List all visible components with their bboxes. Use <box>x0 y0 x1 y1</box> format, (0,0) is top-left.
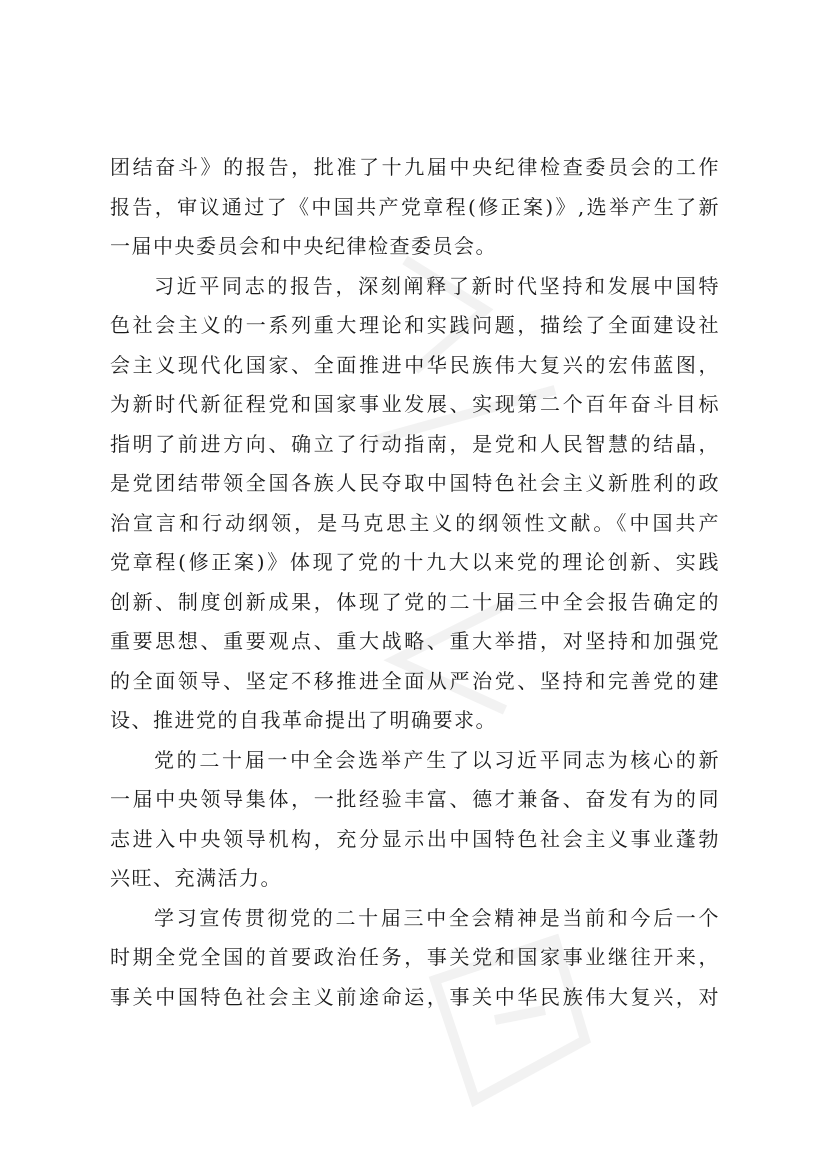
text-line: 一届中央委员会和中央纪律检查委员会。 <box>110 234 497 258</box>
text-line: 志进入中央领导机构，充分显示出中国特色社会主义事业蓬勃 <box>110 826 720 851</box>
text-line: 色社会主义的一系列重大理论和实践问题，描绘了全面建设社 <box>110 313 720 337</box>
text-line: 事关中国特色社会主义前途命运，事关中华民族伟大复兴，对 <box>110 984 720 1009</box>
text-line: 是党团结带领全国各族人民夺取中国特色社会主义新胜利的政 <box>110 471 720 495</box>
text-line: 党的二十届一中全会选举产生了以习近平同志为核心的新 <box>154 747 720 772</box>
text-line: 治宣言和行动纲领，是马克思主义的纲领性文献。《中国共产 <box>110 510 720 535</box>
text-line: 习近平同志的报告，深刻阐释了新时代坚持和发展中国特 <box>154 273 720 298</box>
text-line: 党章程(修正案)》体现了党的十九大以来党的理论创新、实践 <box>110 550 720 574</box>
text-line: 指明了前进方向、确立了行动指南，是党和人民智慧的结晶， <box>110 431 720 456</box>
text-line: 创新、制度创新成果，体现了党的二十届三中全会报告确定的 <box>110 589 720 614</box>
text-line: 报告，审议通过了《中国共产党章程(修正案)》,选举产生了新 <box>110 194 720 219</box>
text-line: 团结奋斗》的报告，批准了十九届中央纪律检查委员会的工作 <box>110 155 720 179</box>
text-line: 的全面领导、坚定不移推进全面从严治党、坚持和完善党的建 <box>110 668 720 693</box>
text-line: 为新时代新征程党和国家事业发展、实现第二个百年奋斗目标 <box>110 392 720 416</box>
text-line: 时期全党全国的首要政治任务，事关党和国家事业继往开来， <box>110 945 720 969</box>
text-line: 一届中央领导集体，一批经验丰富、德才兼备、奋发有为的同 <box>110 787 720 811</box>
text-line: 兴旺、充满活力。 <box>110 866 282 890</box>
text-line: 重要思想、重要观点、重大战略、重大举措，对坚持和加强党 <box>110 629 720 653</box>
text-line: 设、推进党的自我革命提出了明确要求。 <box>110 708 497 732</box>
text-line: 会主义现代化国家、全面推进中华民族伟大复兴的宏伟蓝图， <box>110 352 720 377</box>
body-text <box>110 148 720 1017</box>
text-line: 学习宣传贯彻党的二十届三中全会精神是当前和今后一个 <box>154 905 720 930</box>
